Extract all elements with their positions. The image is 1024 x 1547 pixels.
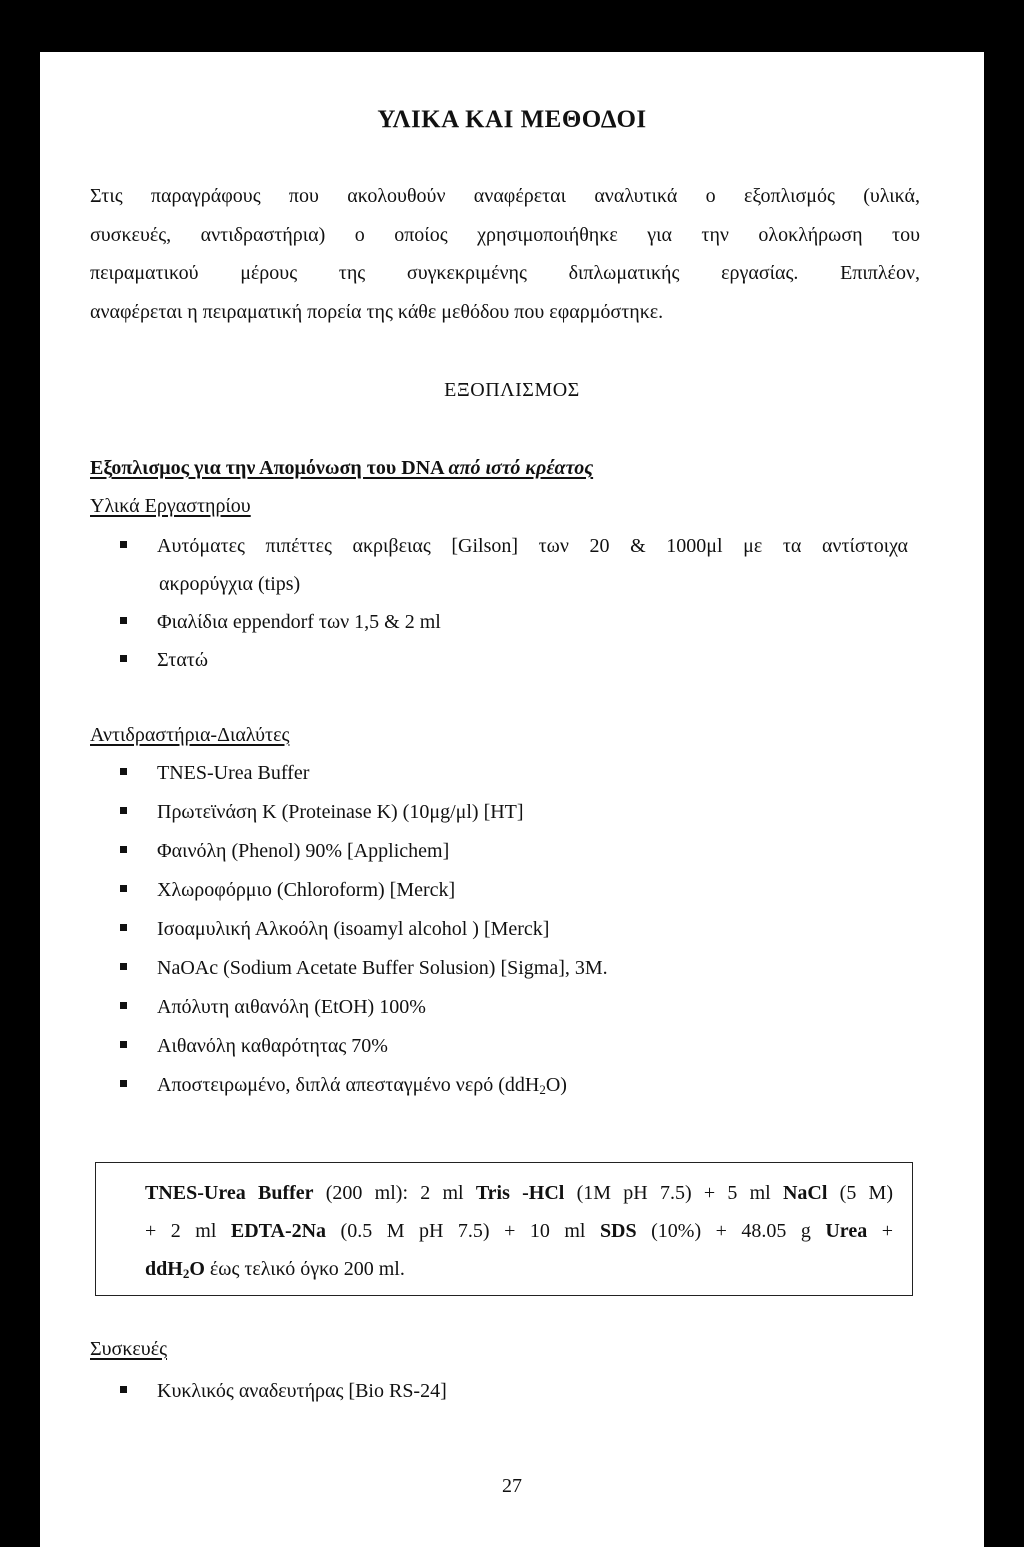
document-page xyxy=(40,52,984,1547)
list-item xyxy=(120,801,524,824)
intro-line-3: πειραματικού μέρους της συγκεκριμένης διπλωματικής εργασίας. Επιπλέον, xyxy=(90,262,920,284)
bullet-icon xyxy=(120,655,127,662)
bullet-icon xyxy=(120,807,127,814)
recipe-text xyxy=(145,1174,893,1288)
recipe-line-1: TNES-Urea Buffer (200 ml): 2 ml Tris -HCl (1M pH 7.5) + 5 ml NaCl (5 M) xyxy=(145,1182,893,1204)
list-item xyxy=(120,649,208,672)
list-item-text: Αποστειρωμένο, διπλά απεσταγμένο νερό (ddH$_2$O) xyxy=(157,1074,567,1097)
list-item xyxy=(120,1035,388,1058)
list-item-text: Αυτόματες πιπέττες ακριβειας [Gilson] των 20 & 1000μl με τα αντίστοιχα xyxy=(157,535,908,557)
list-item-text: Κυκλικός αναδευτήρας [Bio RS-24] xyxy=(157,1380,447,1402)
list-item-text: Χλωροφόρμιο (Chloroform) [Merck] xyxy=(157,879,456,901)
list-item xyxy=(120,996,426,1019)
list-item xyxy=(120,840,449,863)
bullet-icon xyxy=(120,1041,127,1048)
page-title: ΥΛΙΚΑ ΚΑΙ ΜΕΘΟΔΟΙ xyxy=(377,106,647,133)
list-item-text: NaOAc (Sodium Acetate Buffer Solusion) [Sigma], 3M. xyxy=(157,957,608,979)
bullet-icon xyxy=(120,1002,127,1009)
intro-line-4: αναφέρεται η πειραματική πορεία της κάθε μεθόδου που εφαρμόστηκε. xyxy=(90,300,664,323)
list-item-text: Φαινόλη (Phenol) 90% [Applichem] xyxy=(157,840,450,862)
recipe-box xyxy=(95,1162,913,1296)
bullet-icon xyxy=(120,768,127,775)
list-item-text: Αιθανόλη καθαρότητας 70% xyxy=(157,1035,388,1057)
intro-line-2: συσκευές, αντιδραστήρια) ο οποίος χρησιμοποιήθηκε για την ολοκλήρωση του xyxy=(90,223,920,246)
recipe-line-2: + 2 ml EDTA-2Na (0.5 M pH 7.5) + 10 ml SDS (10%) + 48.05 g Urea + xyxy=(145,1220,893,1242)
bullet-icon xyxy=(120,846,127,853)
list-item-text: Πρωτεϊνάση Κ (Proteinase K) (10μg/μl) [HT] xyxy=(157,801,524,823)
list-item xyxy=(120,918,549,941)
devices-heading: Συσκευές xyxy=(90,1338,168,1360)
page-number: 27 xyxy=(502,1475,522,1497)
equipment-heading-part2: από ιστό κρέατος xyxy=(448,457,594,479)
list-item-text: Ισοαμυλική Αλκοόλη (isoamyl alcohol ) [Merck] xyxy=(157,918,550,940)
bullet-icon xyxy=(120,924,127,931)
bullet-icon xyxy=(120,1386,127,1393)
section-title: ΕΞΟΠΛΙΣΜΟΣ xyxy=(444,379,580,401)
list-item xyxy=(120,611,441,634)
list-item-text: Φιαλίδια eppendorf των 1,5 & 2 ml xyxy=(157,611,441,633)
equipment-heading xyxy=(90,457,593,480)
list-item-text: Στατώ xyxy=(157,649,208,671)
lab-materials-heading: Υλικά Εργαστηρίου xyxy=(90,495,251,517)
bullet-icon xyxy=(120,963,127,970)
list-item xyxy=(120,535,908,558)
list-item-continuation: ακρορύγχια (tips) xyxy=(159,573,301,595)
list-item xyxy=(120,762,309,785)
bullet-icon xyxy=(120,617,127,624)
list-item xyxy=(120,1380,447,1403)
list-item xyxy=(120,879,455,902)
bullet-icon xyxy=(120,885,127,892)
bullet-icon xyxy=(120,1080,127,1087)
equipment-heading-part1: Εξοπλισμος για την Απομόνωση του DNA xyxy=(90,457,449,479)
bullet-icon xyxy=(120,541,127,548)
intro-paragraph xyxy=(90,177,920,331)
list-item-text: Απόλυτη αιθανόλη (EtOH) 100% xyxy=(157,996,426,1018)
reagents-heading: Αντιδραστήρια-Διαλύτες xyxy=(90,724,290,746)
recipe-line-3: ddH$_2$O έως τελικό όγκο 200 ml. xyxy=(145,1258,405,1281)
list-item xyxy=(120,957,608,980)
intro-line-1: Στις παραγράφους που ακολουθούν αναφέρεται αναλυτικά ο εξοπλισμός (υλικά, xyxy=(90,185,920,207)
list-item-text: TNES-Urea Buffer xyxy=(157,762,310,784)
list-item xyxy=(120,1074,567,1097)
